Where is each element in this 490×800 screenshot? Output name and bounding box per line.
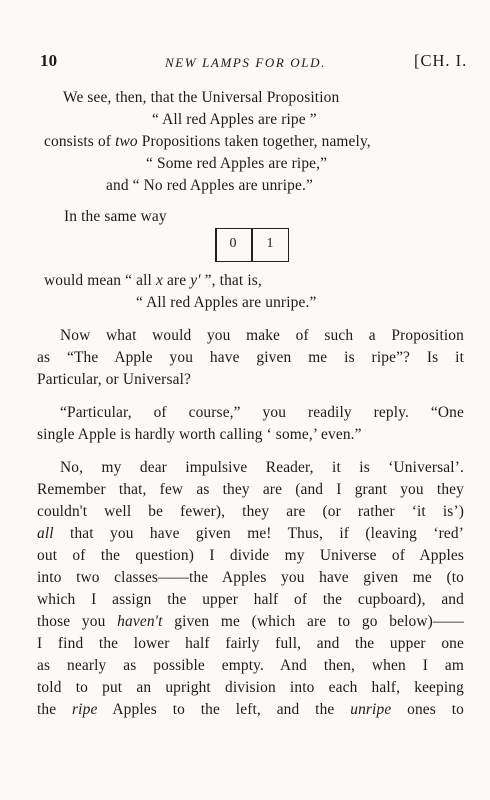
- italic-text: two: [115, 133, 138, 150]
- text-line: Particular, or Universal?: [37, 371, 191, 388]
- text-line: “Particular, of course,” you readily reply. “One: [60, 404, 464, 421]
- text-line: No, my dear impulsive Reader, it is ‘Universal’.: [60, 459, 464, 476]
- italic-text: haven't: [117, 613, 163, 630]
- text-line: and “ No red Apples are unripe.”: [106, 177, 313, 194]
- text-line: into two classes——the Apples you have given me (to: [37, 569, 464, 586]
- text-line: [44, 271, 262, 291]
- text-line: [37, 524, 464, 544]
- text-span: consists of: [44, 133, 116, 150]
- text-line: told to put an upright division into each half, keeping: [37, 679, 464, 696]
- text-span: are: [162, 272, 191, 289]
- text-line: “ Some red Apples are ripe,”: [146, 155, 328, 172]
- text-line: couldn't well be fewer), they are (or rather ‘it is’): [37, 503, 464, 520]
- text-span: Apples to the left, and the: [97, 701, 351, 718]
- text-line: [37, 700, 464, 720]
- text-span: the: [37, 701, 73, 718]
- text-line: as “The Apple you have given me is ripe”? Is it: [37, 349, 464, 366]
- diagram-cell-right: 1: [266, 236, 274, 251]
- running-title: NEW LAMPS FOR OLD.: [165, 55, 326, 70]
- text-span: would mean “ all: [44, 272, 156, 289]
- italic-text: x: [155, 272, 163, 289]
- grid-border-left: [215, 229, 217, 261]
- grid-border-right: [288, 229, 290, 261]
- text-line: “ All red Apples are unripe.”: [136, 294, 317, 311]
- text-line: [37, 612, 464, 632]
- diagram-cell-left: 0: [229, 236, 237, 251]
- text-line: which I assign the upper half of the cupboard), and: [37, 591, 464, 608]
- text-line: out of the question) I divide my Universe of Apples: [37, 547, 464, 564]
- text-span: ones to: [391, 701, 464, 718]
- italic-text: unripe: [350, 701, 392, 718]
- text-line: “ All red Apples are ripe ”: [152, 111, 317, 128]
- text-line: We see, then, that the Universal Proposition: [63, 89, 340, 106]
- text-line: I find the lower half fairly full, and the upper one: [37, 635, 464, 652]
- italic-text: all: [37, 525, 54, 542]
- text-span: Propositions taken together, namely,: [137, 133, 371, 150]
- text-span: given me (which are to go below)——: [162, 613, 464, 630]
- text-line: as nearly as possible empty. And then, when I am: [37, 657, 464, 674]
- italic-text: y′: [190, 272, 201, 289]
- text-line: Remember that, few as they are (and I grant you they: [37, 481, 464, 498]
- text-span: those you: [37, 613, 118, 630]
- cupboard-diagram: [215, 228, 289, 262]
- page-number: 10: [40, 51, 58, 70]
- text-line: Now what would you make of such a Proposition: [60, 327, 464, 344]
- text-span: ”, that is,: [200, 272, 262, 289]
- grid-divider: [251, 229, 253, 261]
- text-line: single Apple is hardly worth calling ‘ some,’ even.”: [37, 426, 362, 443]
- text-span: that you have given me! Thus, if (leaving ‘red’: [53, 525, 464, 542]
- text-line: In the same way: [64, 208, 167, 225]
- text-line: [44, 132, 371, 152]
- italic-text: ripe: [72, 701, 98, 718]
- chapter-marker: [CH. I.: [414, 51, 468, 70]
